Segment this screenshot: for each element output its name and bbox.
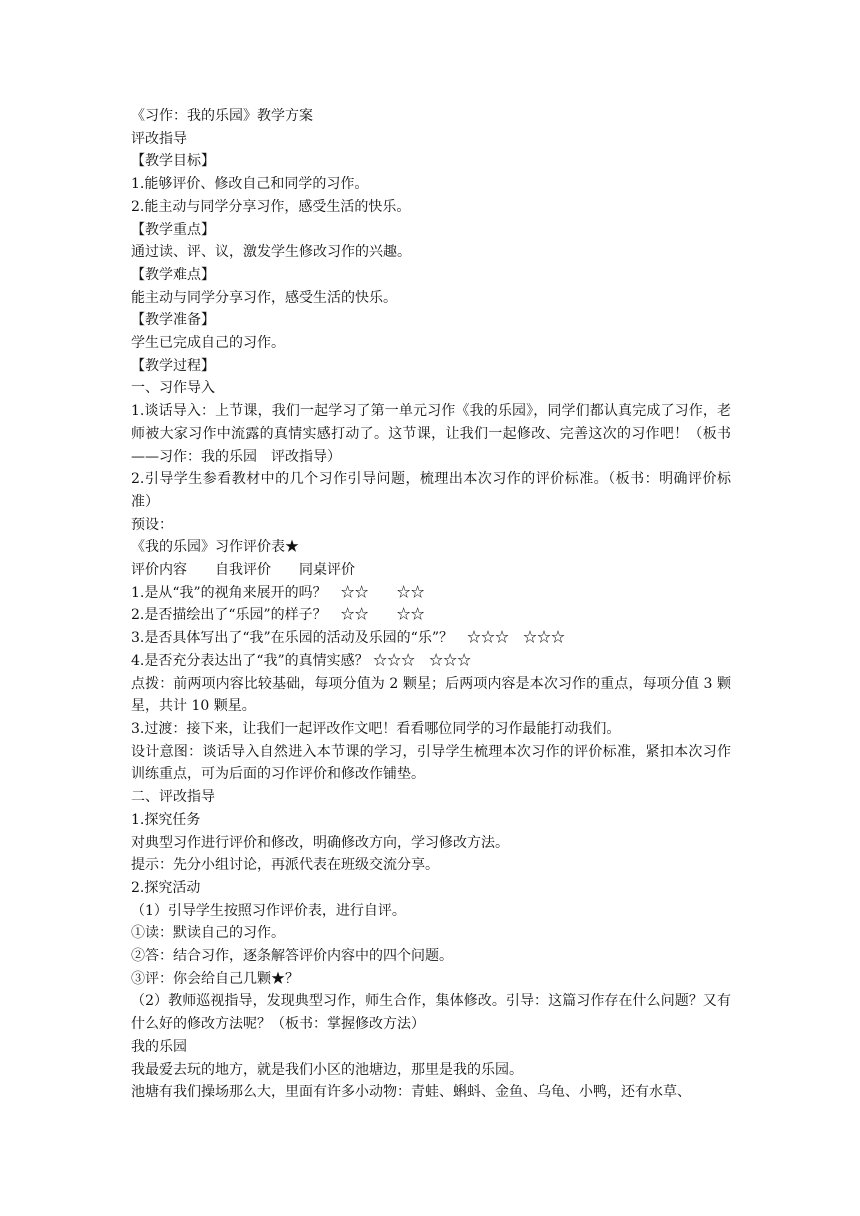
evaluation-table-row-4: 4.是否充分表达出了“我”的真情实感？ ☆☆☆ ☆☆☆ bbox=[131, 652, 472, 669]
activity-heading: 2.探究活动 bbox=[131, 879, 201, 896]
essay-paragraph-2: 池塘有我们操场那么大，里面有许多小动物：青蛙、蝌蚪、金鱼、乌龟、小鸭，还有水草、 bbox=[131, 1084, 691, 1101]
teaching-goals-heading: 【教学目标】 bbox=[131, 153, 215, 170]
evaluation-table-row-3: 3.是否具体写出了“我”在乐园的活动及乐园的“乐”？ ☆☆☆ ☆☆☆ bbox=[131, 630, 565, 647]
preset-label: 预设： bbox=[131, 516, 173, 533]
teaching-key-heading: 【教学重点】 bbox=[131, 221, 215, 238]
teaching-prep-heading: 【教学准备】 bbox=[131, 312, 215, 329]
transition-paragraph: 3.过渡：接下来，让我们一起评改作文吧！看看哪位同学的习作最能打动我们。 bbox=[131, 720, 621, 737]
evaluation-table-header: 评价内容 自我评价 同桌评价 bbox=[131, 562, 355, 579]
activity-2: （2）教师巡视指导，发现典型习作，师生合作，集体修改。引导：这篇习作存在什么问题？又有什么好的修改方法呢？（板书：掌握修改方法） bbox=[131, 993, 731, 1033]
teaching-goal-1: 1.能够评价、修改自己和同学的习作。 bbox=[131, 176, 369, 193]
evaluation-table-row-1: 1.是从“我”的视角来展开的吗？ ☆☆ ☆☆ bbox=[131, 584, 425, 601]
document-page bbox=[131, 105, 731, 1104]
design-intent-paragraph: 设计意图：谈话导入自然进入本节课的学习，引导学生梳理本次习作的评价标准，紧扣本次习作训练重点，可为后面的习作评价和修改作铺垫。 bbox=[131, 743, 731, 783]
document-title: 《习作：我的乐园》教学方案 bbox=[131, 108, 313, 124]
part-one-paragraph-2: 2.引导学生参看教材中的几个习作引导问题，梳理出本次习作的评价标准。（板书：明确评价标准） bbox=[131, 471, 731, 510]
activity-1: （1）引导学生按照习作评价表，进行自评。 bbox=[131, 902, 406, 919]
task-tip: 提示：先分小组讨论，再派代表在班级交流分享。 bbox=[131, 857, 439, 874]
teaching-difficulty-heading: 【教学难点】 bbox=[131, 266, 215, 283]
teaching-goal-2: 2.能主动与同学分享习作，感受生活的快乐。 bbox=[131, 198, 411, 215]
evaluation-table-row-2: 2.是否描绘出了“乐园”的样子？ ☆☆ ☆☆ bbox=[131, 607, 425, 624]
hint-paragraph: 点拨：前两项内容比较基础，每项分值为 2 颗星；后两项内容是本次习作的重点，每项分值 3 颗星，共计 10 颗星。 bbox=[131, 675, 731, 715]
teaching-prep-text: 学生已完成自己的习作。 bbox=[131, 335, 285, 352]
evaluation-table-title: 《我的乐园》习作评价表★ bbox=[131, 539, 299, 556]
part-one-paragraph-1: 1.谈话导入：上节课，我们一起学习了第一单元习作《我的乐园》，同学们都认真完成了习作，老师被大家习作中流露的真情实感打动了。这节课，让我们一起修改、完善这次的习作吧！（板书——习作：我的乐园 评改指导） bbox=[131, 403, 731, 465]
task-text: 对典型习作进行评价和修改，明确修改方向，学习修改方法。 bbox=[131, 834, 509, 851]
teaching-difficulty-text: 能主动与同学分享习作，感受生活的快乐。 bbox=[131, 289, 397, 306]
essay-title: 我的乐园 bbox=[131, 1038, 187, 1055]
teaching-key-text: 通过读、评、议，激发学生修改习作的兴趣。 bbox=[131, 244, 411, 261]
activity-step-evaluate: ③评：你会给自己几颗★？ bbox=[131, 970, 299, 987]
part-one-heading: 一、习作导入 bbox=[131, 380, 215, 397]
activity-step-answer: ②答：结合习作，逐条解答评价内容中的四个问题。 bbox=[131, 948, 453, 965]
task-heading: 1.探究任务 bbox=[131, 811, 201, 828]
part-two-heading: 二、评改指导 bbox=[131, 789, 215, 806]
document-subtitle: 评改指导 bbox=[131, 130, 187, 147]
teaching-process-heading: 【教学过程】 bbox=[131, 357, 215, 374]
essay-paragraph-1: 我最爱去玩的地方，就是我们小区的池塘边，那里是我的乐园。 bbox=[131, 1061, 523, 1078]
activity-step-read: ①读：默读自己的习作。 bbox=[131, 925, 285, 942]
